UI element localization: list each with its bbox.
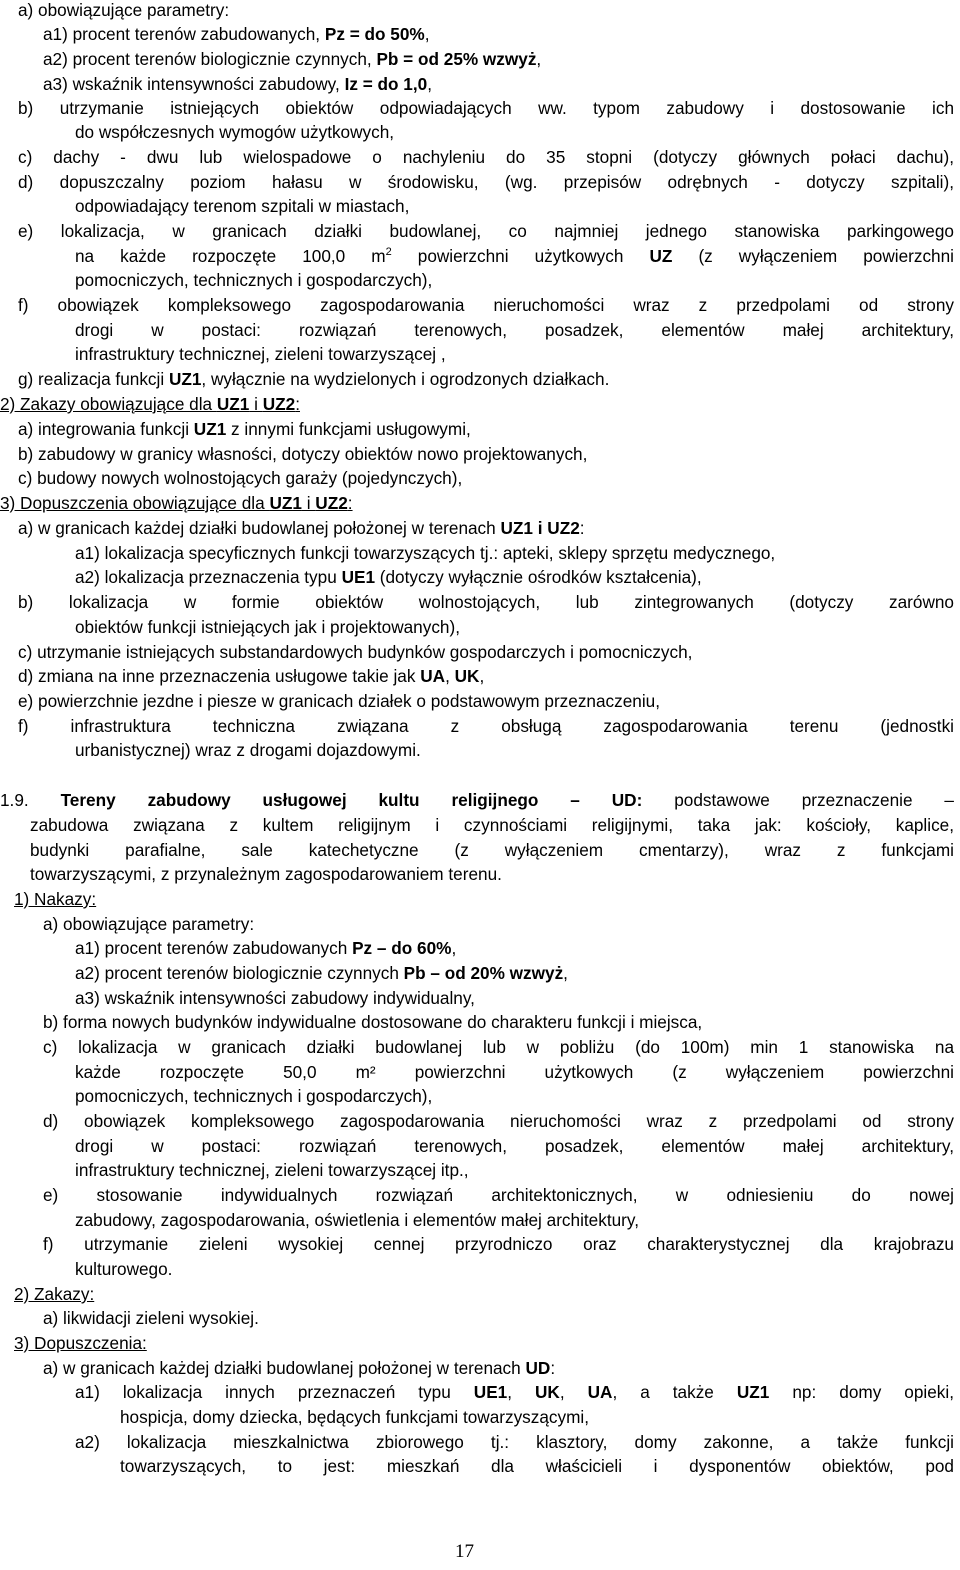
list-item-cont: urbanistycznej) wraz z drogami dojazdowymi. (75, 740, 421, 760)
text: : (550, 1358, 556, 1378)
list-item: b) zabudowy w granicy własności, dotyczy obiektów nowo projektowanych, (18, 444, 588, 464)
bold-text: UZ1 i UZ2 (500, 518, 580, 538)
list-item: c) budowy nowych wolnostojących garaży (pojedynczych), (18, 468, 463, 488)
bold-text: Tereny zabudowy usługowej kultu religijnego (60, 790, 539, 810)
text: a3) wskaźnik intensywności zabudowy, (43, 74, 345, 94)
list-item (43, 24, 429, 44)
list-item: b) utrzymanie istniejących obiektów odpowiadających ww. typom zabudowy i dostosowanie ich (18, 98, 954, 118)
bold-text: Pb – od 20% wzwyż (403, 963, 564, 983)
bold-text: UD (525, 1358, 551, 1378)
list-item-cont: zabudowy, zagospodarowania, oświetlenia i elementów małej architektury, (75, 1210, 639, 1230)
list-item: b) lokalizacja w formie obiektów wolnostojących, lub zintegrowanych (dotyczy zarówno (18, 592, 954, 612)
page-number: 17 (455, 1541, 474, 1562)
text: 2) Zakazy obowiązujące dla (0, 394, 217, 414)
list-item: f) utrzymanie zieleni wysokiej cennej przyrodniczo oraz charakterystycznej dla krajobrazu (43, 1234, 954, 1254)
text: , (563, 963, 568, 983)
list-item-cont: odpowiadający terenom szpitali w miastach, (75, 196, 410, 216)
text: i (249, 394, 263, 414)
list-item (75, 1382, 954, 1402)
text: a) integrowania funkcji (18, 419, 194, 439)
text: np: domy opieki, (769, 1382, 954, 1402)
list-item: a3) wskaźnik intensywności zabudowy indywidualny, (75, 988, 475, 1008)
text: : (295, 394, 300, 414)
list-item (18, 0, 229, 20)
list-item (75, 567, 702, 587)
bold-text: UZ1 (269, 493, 302, 513)
list-item-cont: pomocniczych, technicznych i gospodarczych), (75, 1086, 433, 1106)
list-item (43, 74, 432, 94)
list-item-cont: drogi w postaci: rozwiązań terenowych, posadzek, elementów małej architektury, (75, 1136, 954, 1156)
bold-text: UD: (611, 790, 643, 810)
text: , (479, 666, 485, 686)
bold-text: UK (454, 666, 480, 686)
list-item: d) dopuszczalny poziom hałasu w środowisku, (wg. przepisów odrębnych - dotyczy szpitali), (18, 172, 954, 192)
bold-text: UZ1 (216, 394, 250, 414)
text: , (559, 1382, 588, 1402)
list-item: a2) lokalizacja mieszkalnictwa zbiorowego tj.: klasztory, domy zakonne, a także funkcji (75, 1432, 954, 1452)
list-item (43, 1358, 555, 1378)
paragraph-line: zabudowa związana z kultem religijnym i czynnościami religijnymi, taka jak: kościoły, kaplice, (30, 815, 954, 835)
bold-text: UE1 (473, 1382, 508, 1402)
list-item: e) stosowanie indywidualnych rozwiązań architektonicznych, w odniesieniu do nowej (43, 1185, 954, 1205)
section-heading (0, 493, 353, 513)
section-number: 1.9. (0, 790, 61, 810)
text: a1) procent terenów zabudowanych, (43, 24, 325, 44)
section-title (0, 790, 954, 810)
text: (z wyłączeniem powierzchni (672, 246, 954, 266)
bold-text: UA (420, 666, 446, 686)
text: a) w granicach każdej działki budowlanej położonej w terenach (18, 518, 501, 538)
text: , (451, 938, 457, 958)
text: g) realizacja funkcji (18, 369, 169, 389)
list-item: a) likwidacji zieleni wysokiej. (43, 1308, 259, 1328)
bold-text: UZ (649, 246, 673, 266)
text: (dotyczy wyłącznie ośrodków kształcenia), (375, 567, 702, 587)
list-item: b) forma nowych budynków indywidualne dostosowane do charakteru funkcji i miejsca, (43, 1012, 703, 1032)
list-item (18, 666, 484, 686)
list-item-cont: hospicja, domy dziecka, będących funkcjami towarzyszącymi, (120, 1407, 590, 1427)
bold-text: Iz = do 1,0 (344, 74, 428, 94)
section-heading (0, 394, 300, 414)
text: a2) procent terenów biologicznie czynnych (75, 963, 404, 983)
list-item: a) obowiązujące parametry: (43, 914, 255, 934)
bold-text: UZ1 (168, 369, 202, 389)
text: a2) procent terenów biologicznie czynnych, (43, 49, 377, 69)
list-item-cont: kulturowego. (75, 1259, 173, 1279)
list-item-cont: do współczesnych wymogów użytkowych, (75, 122, 395, 142)
text: , (427, 74, 432, 94)
list-item-cont: pomocniczych, technicznych i gospodarczych), (75, 270, 433, 290)
text: , (424, 24, 430, 44)
list-item: f) obowiązek kompleksowego zagospodarowania nieruchomości wraz z przedpolami od strony (18, 295, 954, 315)
bold-text: UZ2 (315, 493, 348, 513)
text: : (347, 493, 353, 513)
list-item: d) obowiązek kompleksowego zagospodarowania nieruchomości wraz z przedpolami od strony (43, 1111, 954, 1131)
text: , (445, 666, 455, 686)
text: , (507, 1382, 535, 1402)
bold-text: UZ1 (736, 1382, 770, 1402)
bold-text: UZ1 (193, 419, 227, 439)
text: a1) lokalizacja innych przeznaczeń typu (75, 1382, 474, 1402)
bold-text: Pz – do 60% (352, 938, 452, 958)
bold-text: UA (587, 1382, 613, 1402)
text: , (536, 49, 542, 69)
text: i (301, 493, 316, 513)
list-item: c) lokalizacja w granicach działki budowlanej lub w pobliżu (do 100m) min 1 stanowiska na (43, 1037, 954, 1057)
list-item: e) lokalizacja, w granicach działki budowlanej, co najmniej jednego stanowiska parkingowego (18, 221, 954, 241)
list-item (43, 49, 541, 69)
bold-text: Pb = od 25% wzwyż (376, 49, 537, 69)
text: z innymi funkcjami usługowymi, (226, 419, 471, 439)
list-item (18, 369, 609, 389)
bold-text: UE1 (341, 567, 375, 587)
text: podstawowe przeznaczenie – (642, 790, 954, 810)
list-item (75, 963, 568, 983)
list-item (18, 419, 471, 439)
list-item (18, 518, 585, 538)
list-item-cont (75, 246, 954, 266)
list-item-cont: infrastruktury technicznej, zieleni towarzyszącej itp., (75, 1160, 469, 1180)
list-item-cont: towarzyszących, to jest: mieszkań dla właścicieli i dysponentów obiektów, pod (120, 1456, 954, 1476)
text: , wyłącznie na wydzielonych i ogrodzonych działkach. (201, 369, 610, 389)
list-item-cont: drogi w postaci: rozwiązań terenowych, posadzek, elementów małej architektury, (75, 320, 954, 340)
list-item: e) powierzchnie jezdne i piesze w granicach działek o podstawowym przeznaczeniu, (18, 691, 660, 711)
list-item: c) utrzymanie istniejących substandardowych budynków gospodarczych i pomocniczych, (18, 642, 693, 662)
paragraph-line: towarzyszącymi, z przynależnym zagospodarowaniem terenu. (30, 864, 502, 884)
section-heading: 1) Nakazy: (14, 889, 97, 909)
paragraph-line: budynki parafialne, sale katechetyczne (z wyłączeniem cmentarzy), wraz z funkcjami (30, 840, 954, 860)
text: d) zmiana na inne przeznaczenia usługowe takie jak (18, 666, 421, 686)
section-heading: 3) Dopuszczenia: (14, 1333, 147, 1353)
list-item: c) dachy - dwu lub wielospadowe o nachyleniu do 35 stopni (dotyczy głównych połaci dachu), (18, 147, 954, 167)
text: 3) Dopuszczenia obowiązujące dla (0, 493, 270, 513)
superscript: 2 (385, 246, 392, 258)
list-item-cont: każde rozpoczęte 50,0 m² powierzchni użytkowych (z wyłączeniem powierzchni (75, 1062, 954, 1082)
bold-text: UZ2 (262, 394, 296, 414)
text: : (579, 518, 585, 538)
bold-text: Pz = do 50% (324, 24, 425, 44)
text: powierzchni użytkowych (391, 246, 650, 266)
list-item: f) infrastruktura techniczna związana z obsługą zagospodarowania terenu (jednostki (18, 716, 954, 736)
text: na każde rozpoczęte 100,0 m (75, 246, 386, 266)
text: a1) procent terenów zabudowanych (75, 938, 353, 958)
section-heading: 2) Zakazy: (14, 1284, 95, 1304)
text: , a także (612, 1382, 737, 1402)
list-item-cont: obiektów funkcji istniejących jak i projektowanych), (75, 617, 460, 637)
text: a) w granicach każdej działki budowlanej położonej w terenach (43, 1358, 526, 1378)
list-item (75, 938, 456, 958)
bold-text: UK (535, 1382, 560, 1402)
list-item-cont: infrastruktury technicznej, zieleni towarzyszącej , (75, 344, 446, 364)
list-item: a1) lokalizacja specyficznych funkcji towarzyszących tj.: apteki, sklepy sprzętu medycznego, (75, 543, 776, 563)
bold-text: – (538, 790, 612, 810)
text: a) obowiązujące parametry: (18, 0, 230, 20)
text: a2) lokalizacja przeznaczenia typu (75, 567, 342, 587)
